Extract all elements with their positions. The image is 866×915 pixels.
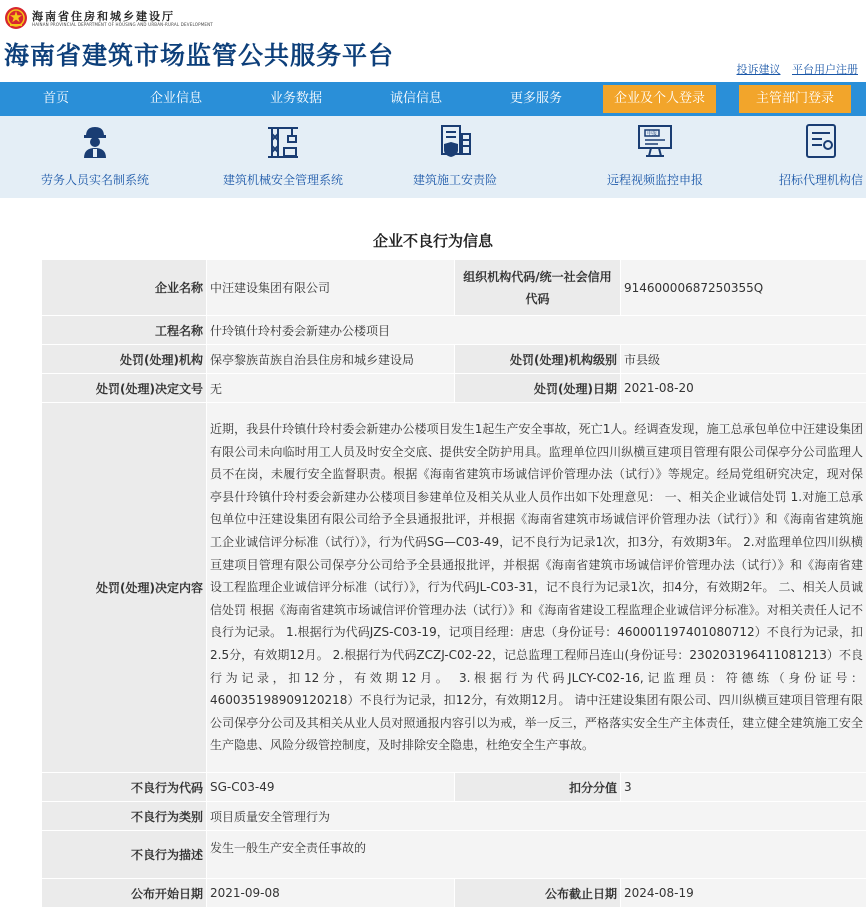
- org-name: 海南省住房和城乡建设厅: [32, 10, 175, 23]
- table-row: [42, 802, 866, 831]
- table-row: [42, 773, 866, 802]
- insurance-icon: [436, 122, 474, 160]
- page-title: 企业不良行为信息: [372, 232, 493, 250]
- deduct-value: 3: [621, 773, 866, 802]
- service-machinery-safety[interactable]: [208, 116, 358, 198]
- table-row: [42, 316, 866, 345]
- national-emblem-icon: [4, 6, 28, 30]
- behavior-desc-label: 不良行为描述: [42, 831, 207, 879]
- service-video-monitor[interactable]: [590, 116, 720, 198]
- doc-no-label: 处罚(处理)决定文号: [42, 374, 207, 403]
- table-row: [42, 345, 866, 374]
- top-links: [729, 61, 859, 77]
- decision-content-value: 近期，我县什玲镇什玲村委会新建办公楼项目发生1起生产安全事故，死亡1人。经调查发现，施工总承包单位中汪建设集团有限公司未向临时用工人员及时安全交底、提供安全防护用具。监理单位四川纵横亘建项目管理有限公司保亭分公司监理人员不在岗，未履行安全监督职责。根据《海南省建筑市场诚信评价管理办法（试行）》等规定。经局党组研究决定，现对保亭县什玲镇什玲村委会新建办公楼项目参建单位及相关从业人员作出如下处理意见： 一、相关企业诚信处罚 1.对施工总承包单位中汪建设集团有限公司给予全县通报批评，并根据《海南省建筑市场诚信评价管理办法（试行）》和《海南省建筑施工企业诚信评分标准（试行）》，行为代码SG—C03-49，记不良行为记录1次，扣3分，有效期3年。 2.对监理单位四川纵横亘建项目管理有限公司保亭分公司给予全县通报批评，并根据《海南省建筑市场诚信评价管理办法（试行）》和《海南省建设工程监理企业诚信评分标准（试行）》，行为代码JL-C03-31，记不良行为记录1次，扣4分，有效期2年。 二、相关人员诚信处罚 根据《海南省建筑市场诚信评价管理办法（试行）》和《海南省建设工程监理企业诚信评分标准》。对相关责任人记不良行为记录。 1.根据行为代码JZS-C03-19，记项目经理：唐忠（身份证号：460001197401080712）不良行为记录，扣2.5分，有效期12月。 2.根据行为代码ZCZJ-C02-22，记总监理工程师吕连山(身份证号：230203196411081213）不良行为记录，扣12分，有效期12月。 3.根据行为代码JLCY-C02-16,记监理员：符德练（身份证号：460035198909120218）不良行为记录，扣12分，有效期12月。 请中汪建设集团有限公司、四川纵横亘建项目管理有限公司保亭分公司及其相关从业人员对照通报内容引以为戒，举一反三，严格落实安全生产主体责任，建立健全建筑施工安全生产隐患、风险分级管控制度，及时排除安全隐患，杜绝安全生产事故。: [207, 403, 866, 773]
- service-label: 建筑机械安全管理系统: [222, 173, 343, 187]
- behavior-code-value: SG-C03-49: [207, 773, 455, 802]
- crane-icon: [264, 122, 302, 160]
- worker-icon: [76, 122, 114, 160]
- decision-date-value: 2021-08-20: [621, 374, 866, 403]
- main-nav: [0, 82, 866, 116]
- behavior-code-label: 不良行为代码: [42, 773, 207, 802]
- authority-level-value: 市县级: [621, 345, 866, 374]
- company-name-label: 企业名称: [42, 260, 207, 316]
- service-label: 招标代理机构信: [778, 173, 863, 187]
- service-label: 远程视频监控申报: [606, 173, 703, 187]
- behavior-category-value: 项目质量安全管理行为: [207, 802, 866, 831]
- video-monitor-icon: [636, 122, 674, 160]
- site-title: 海南省建筑市场监管公共服务平台: [4, 41, 395, 70]
- nav-more-services[interactable]: 更多服务: [509, 91, 562, 106]
- project-name-label: 工程名称: [42, 316, 207, 345]
- org-code-label: 组织机构代码/统一社会信用代码: [455, 260, 621, 316]
- publish-start-value: 2021-09-08: [207, 879, 455, 908]
- publish-start-label: 公布开始日期: [42, 879, 207, 908]
- org-name-en: HAINAN PROVINCIAL DEPARTMENT OF HOUSING AND URBAN-RURAL DEVELOPMENT: [32, 22, 213, 27]
- nav-enterprise-info[interactable]: 企业信息: [149, 91, 202, 106]
- org-header: [0, 0, 866, 34]
- table-row: [42, 403, 866, 773]
- nav-credit-info[interactable]: 诚信信息: [389, 91, 442, 106]
- org-code-value: 91460000687250355Q: [621, 260, 866, 316]
- behavior-category-label: 不良行为类别: [42, 802, 207, 831]
- table-row: [42, 260, 866, 316]
- register-link[interactable]: 平台用户注册: [792, 63, 858, 76]
- nav-business-data[interactable]: 业务数据: [269, 91, 322, 106]
- project-name-value: 什玲镇什玲村委会新建办公楼项目: [207, 316, 866, 345]
- nav-home[interactable]: 首页: [42, 91, 69, 106]
- decision-content-label: 处罚(处理)决定内容: [42, 403, 207, 773]
- service-bidding-agency[interactable]: [766, 116, 866, 198]
- svg-text:申报: 申报: [646, 131, 658, 137]
- table-row: [42, 879, 866, 908]
- company-name-value: 中汪建设集团有限公司: [207, 260, 455, 316]
- service-label: 劳务人员实名制系统: [40, 173, 149, 187]
- publish-end-label: 公布截止日期: [455, 879, 621, 908]
- service-worker-realname[interactable]: [20, 116, 170, 198]
- decision-date-label: 处罚(处理)日期: [455, 374, 621, 403]
- publish-end-value: 2024-08-19: [621, 879, 866, 908]
- table-row: [42, 374, 866, 403]
- doc-no-value: 无: [207, 374, 455, 403]
- deduct-label: 扣分分值: [455, 773, 621, 802]
- authority-value: 保亭黎族苗族自治县住房和城乡建设局: [207, 345, 455, 374]
- table-row: [42, 831, 866, 879]
- authority-label: 处罚(处理)机构: [42, 345, 207, 374]
- enterprise-login-button[interactable]: 企业及个人登录: [603, 85, 716, 113]
- complaint-link[interactable]: 投诉建议: [736, 63, 781, 76]
- behavior-desc-value: 发生一般生产安全责任事故的: [207, 831, 866, 879]
- service-construction-insurance[interactable]: [395, 116, 515, 198]
- bad-behavior-table: [41, 259, 866, 908]
- quick-services: [0, 116, 866, 198]
- service-label: 建筑施工安责险: [412, 173, 497, 187]
- authority-level-label: 处罚(处理)机构级别: [455, 345, 621, 374]
- document-icon: [802, 122, 840, 160]
- admin-login-button[interactable]: 主管部门登录: [739, 85, 851, 113]
